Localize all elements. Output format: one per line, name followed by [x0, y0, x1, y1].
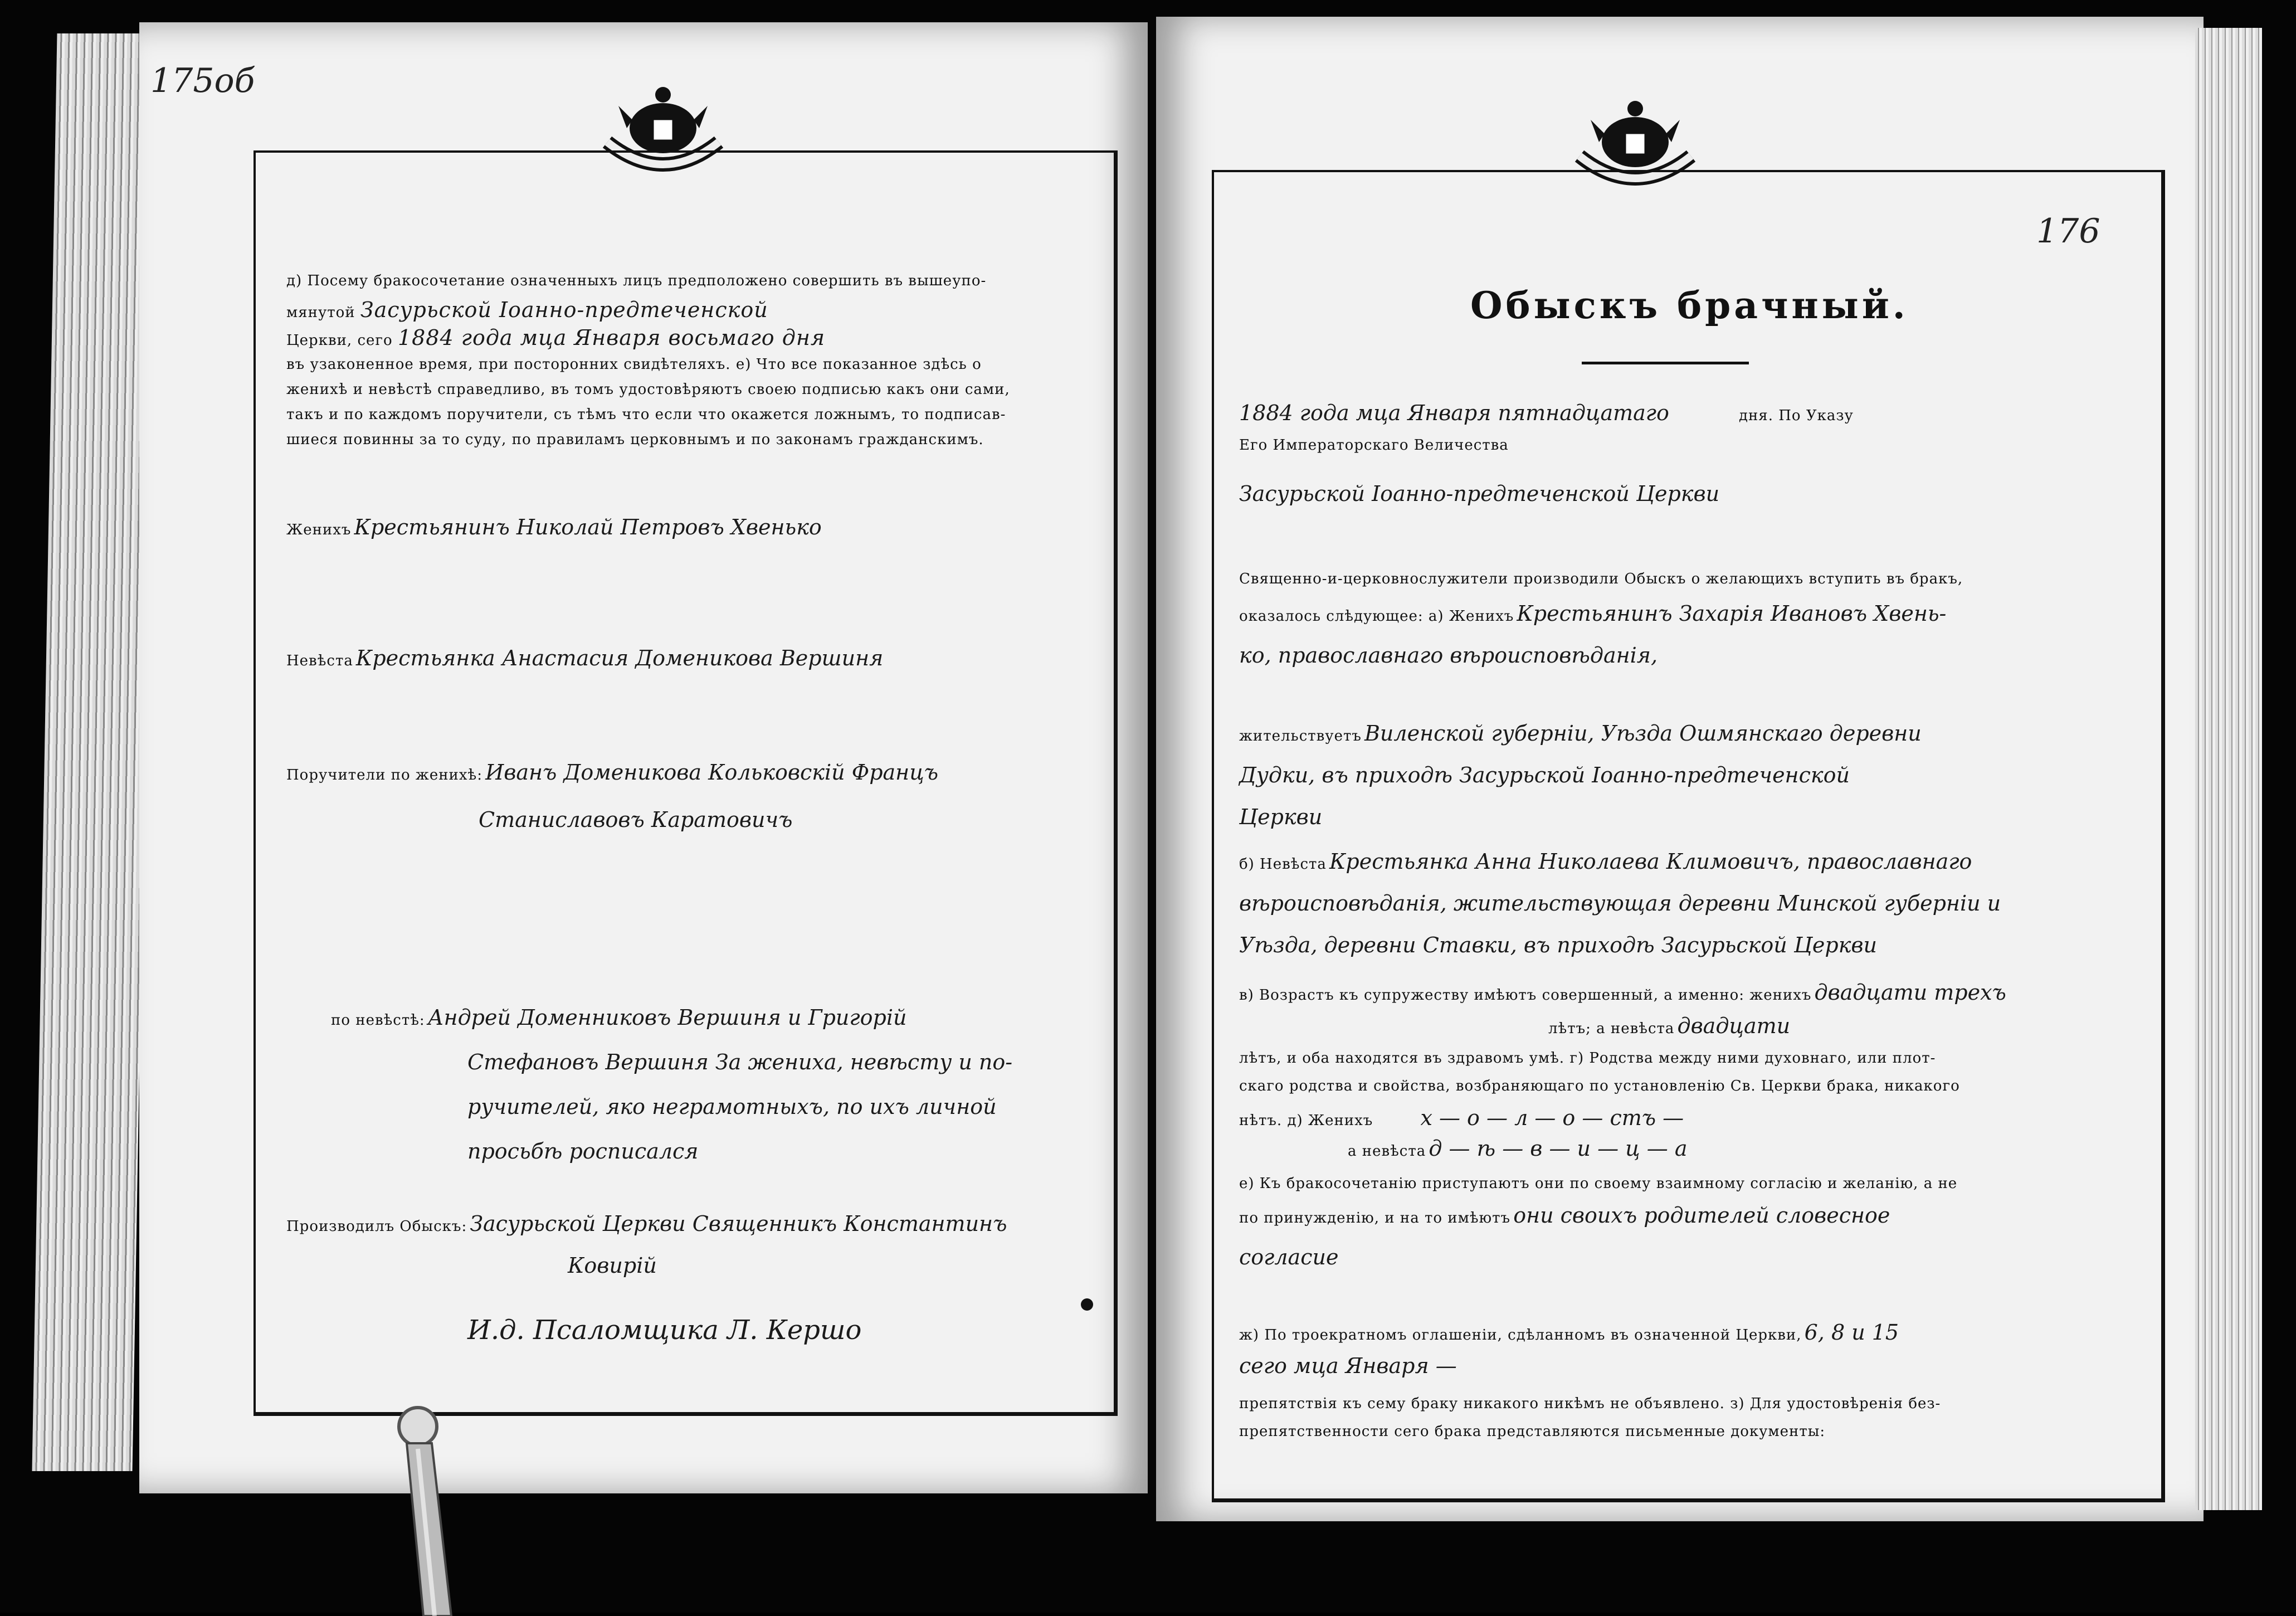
bride-details-handwritten-2: Уѣзда, деревни Ставки, въ приходѣ Засурьской Церкви	[1239, 933, 1878, 957]
investigator-signature-1: Засурьской Церкви Священникъ Константинъ	[470, 1211, 1007, 1236]
bride-age-label: лѣтъ; а невѣста	[1548, 1020, 1675, 1037]
wedding-date-handwritten: 1884 года мца Января восьмаго дня	[397, 325, 826, 350]
item-d-line3	[286, 325, 825, 350]
church-name-handwritten: Засурьской Іоанно-предтеченской	[360, 298, 768, 322]
binding-hole	[1081, 1298, 1093, 1311]
date-handwritten: 1884 года мца Января пятнадцатаго	[1239, 401, 1669, 425]
bride-label: Невѣста	[286, 653, 353, 669]
groom-signature-row	[286, 515, 822, 539]
item-d-line2-print: мянутой	[286, 304, 355, 321]
groom-age-handwritten: двадцати трехъ	[1814, 980, 2006, 1005]
residence-line	[1239, 721, 1922, 746]
bride-signature-row	[286, 646, 883, 670]
decree-line: Его Императорскаго Величества	[1239, 437, 1509, 454]
groom-label: Женихъ	[286, 522, 352, 538]
item-d-line3-print: Церкви, сего	[286, 332, 393, 349]
item-d-line7: шиеся повинны за то суду, по правиламъ церковнымъ и по законамъ гражданскимъ.	[286, 431, 984, 448]
bride-guarantors-signature-3: ручителей, яко неграмотныхъ, по ихъ личной	[467, 1094, 997, 1119]
document-title: Обыскъ брачный.	[1470, 284, 1909, 327]
bride-name-handwritten: Крестьянка Анна Николаева Климовичъ, православнаго	[1329, 849, 1972, 874]
item-d-line1: д) Посему бракосочетание означенныхъ лицъ предположено совершить въ вышеупо-	[286, 272, 987, 289]
groom-religion-handwritten: ко, православнаго вѣроисповѣданія,	[1239, 643, 1658, 668]
groom-status-handwritten: х — о — л — о — стъ —	[1420, 1106, 1684, 1130]
residence-label: жительствуетъ	[1239, 728, 1362, 744]
residence-handwritten-1: Виленской губерніи, Уѣзда Ошмянскаго деревни	[1364, 721, 1922, 746]
groom-line	[1239, 601, 1946, 626]
bride-details-handwritten-1: вѣроисповѣданія, жительствующая деревни Минской губерніи и	[1239, 891, 2001, 916]
bride-age-line	[1548, 1014, 1790, 1038]
bride-guarantors-signature-2: Стефановъ Вершиня За жениха, невѣсту и по-	[467, 1050, 1013, 1074]
item-d-line4: въ узаконенное время, при посторонних свидѣтеляхъ. е) Что все показанное здѣсь о	[286, 356, 982, 373]
residence-handwritten-3: Церкви	[1239, 805, 1323, 829]
clergy-line: Священно-и-церковнослужители производили Обыскъ о желающихъ вступить въ бракъ,	[1239, 571, 1963, 587]
groom-line-print: оказалось слѣдующее: а) Женихъ	[1239, 608, 1514, 625]
date-line-print: дня. По Указу	[1738, 407, 1854, 424]
obstacles-line-1: препятствія къ сему браку никакого никѣмъ не объявлено. з) Для удостовѣренія без-	[1239, 1395, 1941, 1412]
consent-line-2	[1239, 1203, 1890, 1228]
right-page	[1156, 17, 2204, 1521]
date-line	[1239, 401, 1854, 425]
item-d-line5: женихѣ и невѣстѣ справедливо, въ томъ удостовѣряютъ своею подписью какъ они сами,	[286, 381, 1010, 398]
groom-guarantors-signature-1: Иванъ Доменикова Кольковскій Францъ	[485, 760, 939, 785]
bride-age-handwritten: двадцати	[1677, 1014, 1791, 1038]
banns-dates-handwritten: 6, 8 и 15	[1804, 1320, 1899, 1345]
residence-handwritten-2: Дудки, въ приходѣ Засурьской Іоанно-предтеченской	[1239, 763, 1850, 787]
groom-guarantors-label: Поручители по женихѣ:	[286, 767, 482, 783]
groom-guarantors-row	[286, 760, 938, 785]
psalmist-signature: И.д. Псаломщика Л. Кершо	[467, 1315, 862, 1346]
right-folio-number: 176	[2036, 212, 2100, 251]
consent-handwritten-2: согласие	[1239, 1245, 1339, 1269]
obstacles-line-2: препятственности сего брака представляются письменные документы:	[1239, 1423, 1826, 1440]
consent-line-2-print: по принужденію, и на то имѣютъ	[1239, 1210, 1511, 1226]
groom-guarantors-signature-2: Станиславовъ Каратовичъ	[479, 807, 793, 832]
groom-status-label: нѣтъ. д) Женихъ	[1239, 1112, 1373, 1129]
bride-status-line	[1348, 1136, 1688, 1161]
groom-signature: Крестьянинъ Николай Петровъ Хвенько	[354, 515, 822, 539]
metal-page-clip	[384, 1404, 468, 1616]
investigator-signature-2: Ковирій	[568, 1253, 657, 1278]
bride-line	[1239, 849, 1972, 874]
left-page-stack	[32, 33, 157, 1471]
investigator-label: Производилъ Обыскъ:	[286, 1218, 467, 1235]
right-page-stack	[2195, 28, 2262, 1510]
bride-status-label: а невѣста	[1348, 1143, 1426, 1160]
right-page-frame	[1212, 170, 2165, 1502]
consent-line-1: е) Къ бракосочетанію приступаютъ они по своему взаимному согласію и желанію, а не	[1239, 1175, 1958, 1192]
bride-guarantors-signature-4: просьбѣ росписался	[467, 1139, 699, 1164]
groom-name-handwritten: Крестьянинъ Захарія Ивановъ Хвень-	[1517, 601, 1947, 626]
parents-consent-handwritten: они своихъ родителей словесное	[1513, 1203, 1890, 1228]
item-d-line6: такъ и по каждомъ поручители, съ тѣмъ что если что окажется ложнымъ, то подписав-	[286, 406, 1006, 423]
age-line-print: в) Возрастъ къ супружеству имѣютъ совершенный, а именно: женихъ	[1239, 987, 1812, 1004]
groom-status-line	[1239, 1106, 1684, 1130]
kinship-line-2: скаго родства и свойства, возбраняющаго по установленію Св. Церкви брака, никакого	[1239, 1078, 1960, 1094]
church-handwritten: Засурьской Іоанно-предтеченской Церкви	[1239, 481, 1720, 506]
banns-month-handwritten: сего мца Января —	[1239, 1354, 1457, 1378]
title-rule	[1582, 362, 1749, 364]
bride-status-handwritten: д — ѣ — в — и — ц — а	[1429, 1136, 1688, 1161]
investigator-row	[286, 1211, 1007, 1236]
left-folio-number: 175об	[150, 61, 255, 100]
bride-guarantors-label: по невѣстѣ:	[331, 1012, 425, 1029]
kinship-line-1: лѣтъ, и оба находятся въ здравомъ умѣ. г) Родства между ними духовнаго, или плот-	[1239, 1050, 1936, 1067]
bride-guarantors-row	[286, 1005, 906, 1030]
left-page	[139, 22, 1148, 1493]
bride-signature: Крестьянка Анастасия Доменикова Вершиня	[355, 646, 884, 670]
bride-guarantors-signature-1: Андрей Доменниковъ Вершиня и Григорій	[427, 1005, 907, 1030]
banns-line	[1239, 1320, 1899, 1345]
left-page-frame	[254, 150, 1118, 1416]
age-line	[1239, 980, 2006, 1005]
banns-line-print: ж) По троекратномъ оглашеніи, сдѣланномъ въ означенной Церкви,	[1239, 1327, 1802, 1344]
bride-line-label: б) Невѣста	[1239, 856, 1327, 873]
item-d-line2	[286, 298, 768, 322]
